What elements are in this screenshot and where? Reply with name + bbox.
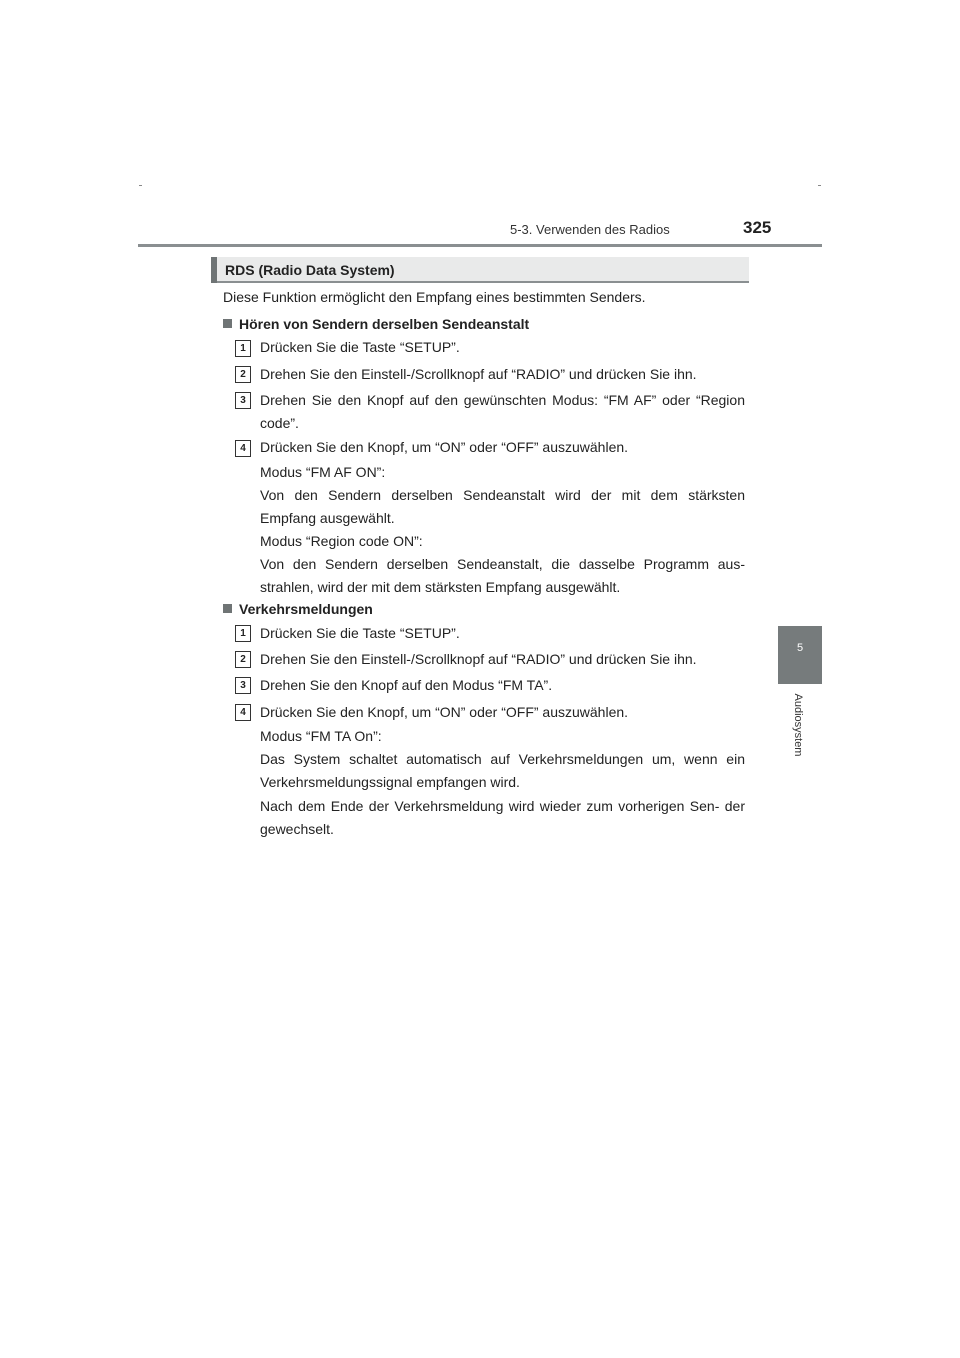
step-text: Drehen Sie den Knopf auf den gewünschten Modus: “FM AF” oder “Region code”. [260, 392, 745, 431]
mode-label: Modus “Region code ON”: [260, 533, 423, 549]
step-number: 3 [235, 392, 251, 409]
chapter-tab: 5 [778, 626, 822, 684]
step-text: Drehen Sie den Einstell-/Scrollknopf auf “RADIO” und drücken Sie ihn. [260, 651, 697, 667]
mode-description: Von den Sendern derselben Sendeanstalt wird der mit dem stärksten Empfang ausgewählt. [260, 487, 745, 526]
mode-label: Modus “FM TA On”: [260, 728, 382, 744]
subheading-label: Hören von Sendern derselben Sendeanstalt [239, 316, 530, 332]
section-title: RDS (Radio Data System) [225, 262, 395, 278]
mode-description: Das System schaltet automatisch auf Verkehrsmeldungen um, wenn ein Verkehrsmeldungssignal empfangen wird. [260, 751, 745, 790]
step-number: 3 [235, 677, 251, 694]
step-number: 4 [235, 704, 251, 721]
square-bullet-icon [223, 319, 232, 328]
step-number: 4 [235, 440, 251, 457]
header-rule [138, 244, 822, 247]
note-text: Nach dem Ende der Verkehrsmeldung wird wieder zum vorherigen Sen- der gewechselt. [260, 798, 745, 837]
step-text: Drücken Sie den Knopf, um “ON” oder “OFF” auszuwählen. [260, 704, 629, 720]
crop-mark [139, 185, 142, 186]
crop-mark [818, 185, 821, 186]
step-text: Drücken Sie die Taste “SETUP”. [260, 625, 460, 641]
step-number: 2 [235, 651, 251, 668]
mode-label: Modus “FM AF ON”: [260, 464, 386, 480]
step-text: Drücken Sie die Taste “SETUP”. [260, 339, 460, 355]
chapter-tab-label: Audiosystem [792, 693, 804, 757]
step-text: Drücken Sie den Knopf, um “ON” oder “OFF” auszuwählen. [260, 439, 629, 455]
chapter-section-title: 5-3. Verwenden des Radios [510, 222, 670, 237]
mode-description: Von den Sendern derselben Sendeanstalt, die dasselbe Programm aus- strahlen, wird der mit dem stärksten Empfang ausgewählt. [260, 556, 745, 595]
page-number: 325 [743, 218, 772, 237]
step-number: 1 [235, 340, 251, 357]
step-text: Drehen Sie den Knopf auf den Modus “FM TA”. [260, 677, 553, 693]
subheading-same-broadcaster [223, 313, 529, 336]
section-intro: Diese Funktion ermöglicht den Empfang eines bestimmten Senders. [223, 289, 646, 305]
subheading-label: Verkehrsmeldungen [239, 601, 373, 617]
square-bullet-icon [223, 604, 232, 613]
section-heading-accent [211, 257, 217, 283]
step-text: Drehen Sie den Einstell-/Scrollknopf auf “RADIO” und drücken Sie ihn. [260, 366, 697, 382]
step-number: 2 [235, 366, 251, 383]
section-heading-bar [211, 257, 749, 283]
step-number: 1 [235, 625, 251, 642]
subheading-traffic [223, 598, 373, 621]
